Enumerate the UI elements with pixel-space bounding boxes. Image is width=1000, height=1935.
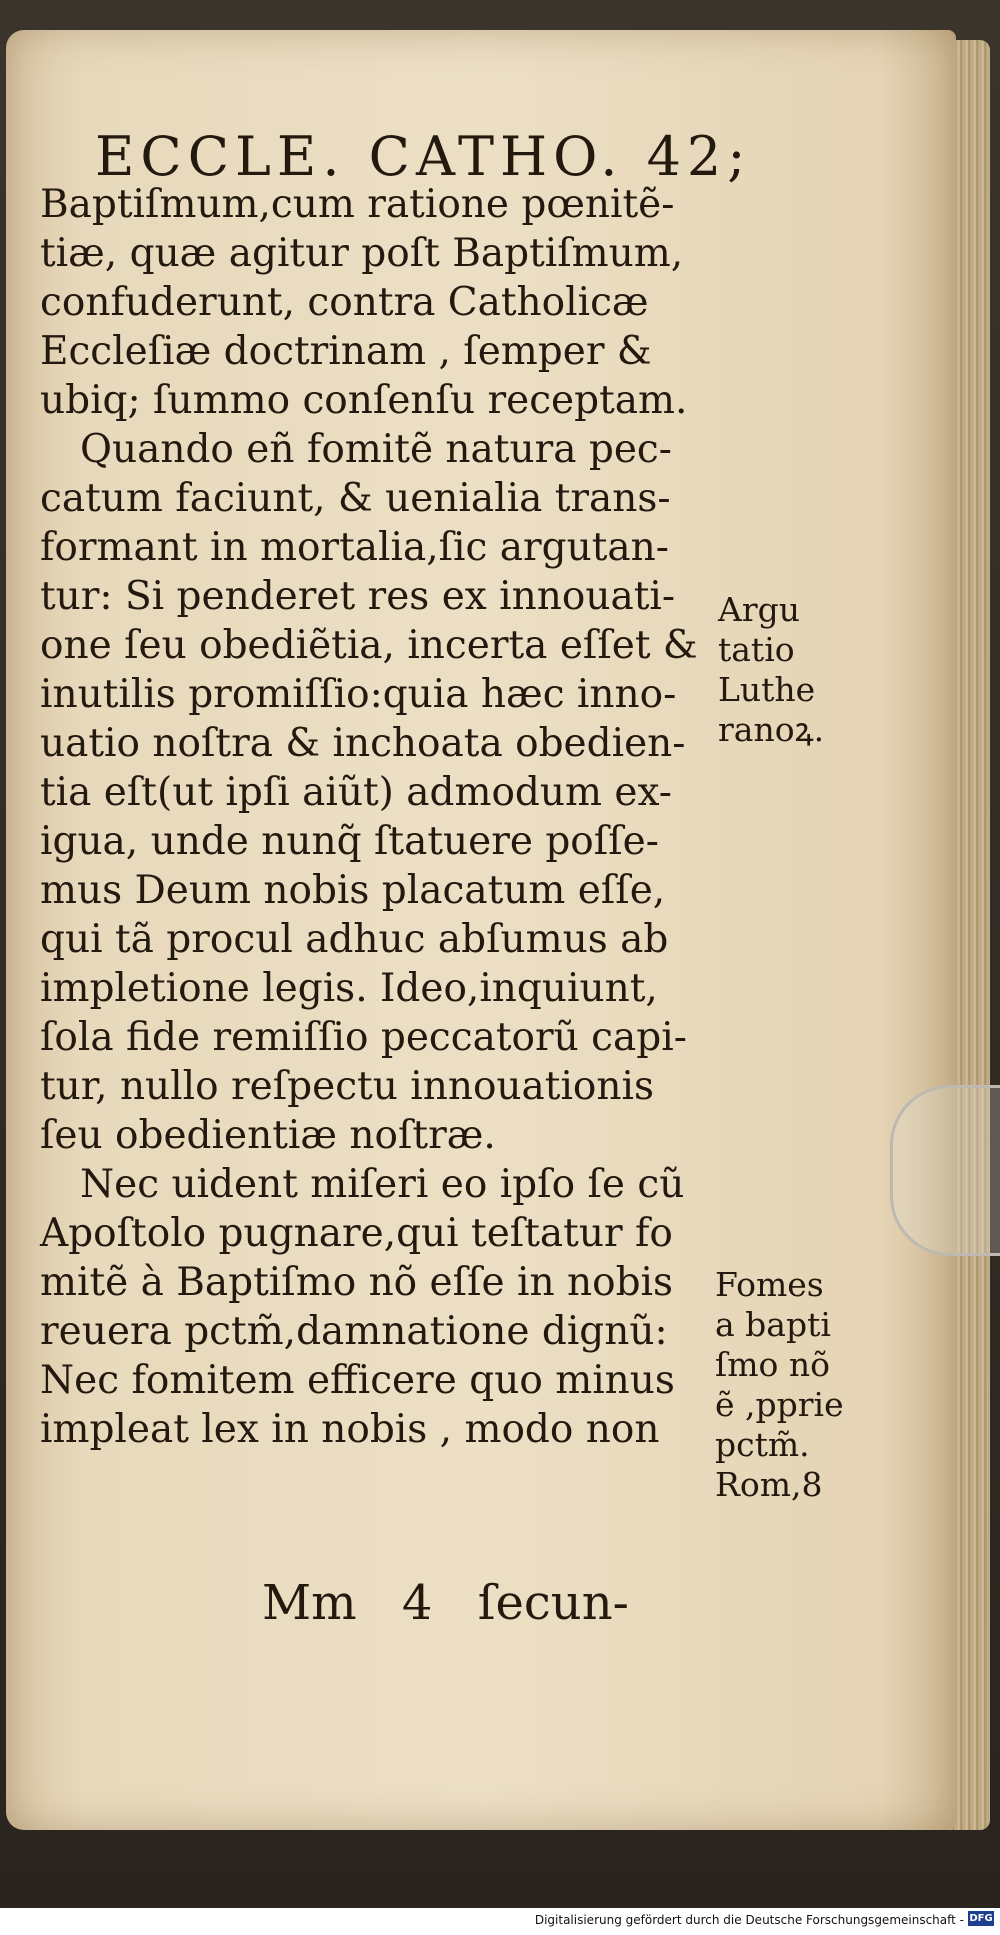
text-line: qui tã procul adhuc abſumus ab xyxy=(40,917,669,962)
text-line: ubiq; ſummo conſenſu receptam. xyxy=(40,378,688,423)
margin-note-line: pctm̃. xyxy=(715,1425,810,1464)
text-line: uatio noſtra & inchoata obedien- xyxy=(40,721,686,766)
text-line: impletione legis. Ideo,inquiunt, xyxy=(40,966,658,1011)
margin-note-line: ſmo nõ xyxy=(715,1345,830,1384)
margin-note-line: Fomes xyxy=(715,1265,824,1304)
text-line: impleat lex in nobis , modo non xyxy=(40,1407,660,1452)
margin-note-line: ẽ ,pprie xyxy=(715,1385,844,1424)
signature-catchword: Mm 4 ſecun- xyxy=(262,1575,629,1631)
text-line: reuera pctm̃,damnatione dignũ: xyxy=(40,1309,668,1354)
body-text xyxy=(40,180,698,1454)
text-line: Eccleſiæ doctrinam , ſemper & xyxy=(40,329,652,374)
text-line: tur, nullo reſpectu innouationis xyxy=(40,1064,655,1109)
text-line: Nec uident miſeri eo ipſo ſe cũ xyxy=(80,1162,685,1207)
margin-note-fomes xyxy=(715,1265,844,1505)
margin-note-line: Luthe xyxy=(718,670,816,709)
text-line: Quando eñ fomitẽ natura pec- xyxy=(80,427,672,472)
footer-credit: Digitalisierung gefördert durch die Deutsche Forschungsgemeinschaft - xyxy=(534,1913,964,1927)
text-line: Baptiſmum,cum ratione pœnitẽ- xyxy=(40,182,675,227)
text-line: inutilis promiſſio:quia hæc inno- xyxy=(40,672,677,717)
margin-note-line: Rom,8 xyxy=(715,1465,823,1504)
text-line: formant in mortalia,ſic argutan- xyxy=(40,525,669,570)
text-line: tia eſt(ut ipſi aiũt) admodum ex- xyxy=(40,770,672,815)
margin-note-line: tatio xyxy=(718,630,795,669)
text-line: tiæ, quæ agitur poſt Baptiſmum, xyxy=(40,231,684,276)
text-line: igua, unde nunq̃ ſtatuere poſſe- xyxy=(40,819,659,864)
text-line: ſola fide remiſſio peccatorũ capi- xyxy=(40,1015,687,1060)
text-line: confuderunt, contra Catholicæ xyxy=(40,280,649,325)
dfg-logo-icon: DFG xyxy=(969,1913,993,1924)
text-line: tur: Si penderet res ex innouati- xyxy=(40,574,676,619)
running-head: ECCLE. CATHO. 42; xyxy=(95,125,752,188)
margin-note-line: a bapti xyxy=(715,1305,831,1344)
margin-note-line: ranoꝝ. xyxy=(718,710,825,749)
margin-note-argutatio xyxy=(718,590,824,750)
page-clip xyxy=(890,1085,1000,1256)
text-line: catum faciunt, & uenialia trans- xyxy=(40,476,671,521)
bleed-through-text xyxy=(900,225,950,269)
text-line: Apoſtolo pugnare,qui teſtatur fo xyxy=(40,1211,673,1256)
margin-note-line: Argu xyxy=(718,590,800,629)
text-line: Nec fomitem efficere quo minus xyxy=(40,1358,675,1403)
text-line: one ſeu obediẽtia, incerta eſſet & xyxy=(40,623,698,668)
text-line: mus Deum nobis placatum eſſe, xyxy=(40,868,666,913)
text-line: mitẽ à Baptiſmo nõ eſſe in nobis xyxy=(40,1260,674,1305)
text-line: ſeu obedientiæ noſtræ. xyxy=(40,1113,496,1158)
